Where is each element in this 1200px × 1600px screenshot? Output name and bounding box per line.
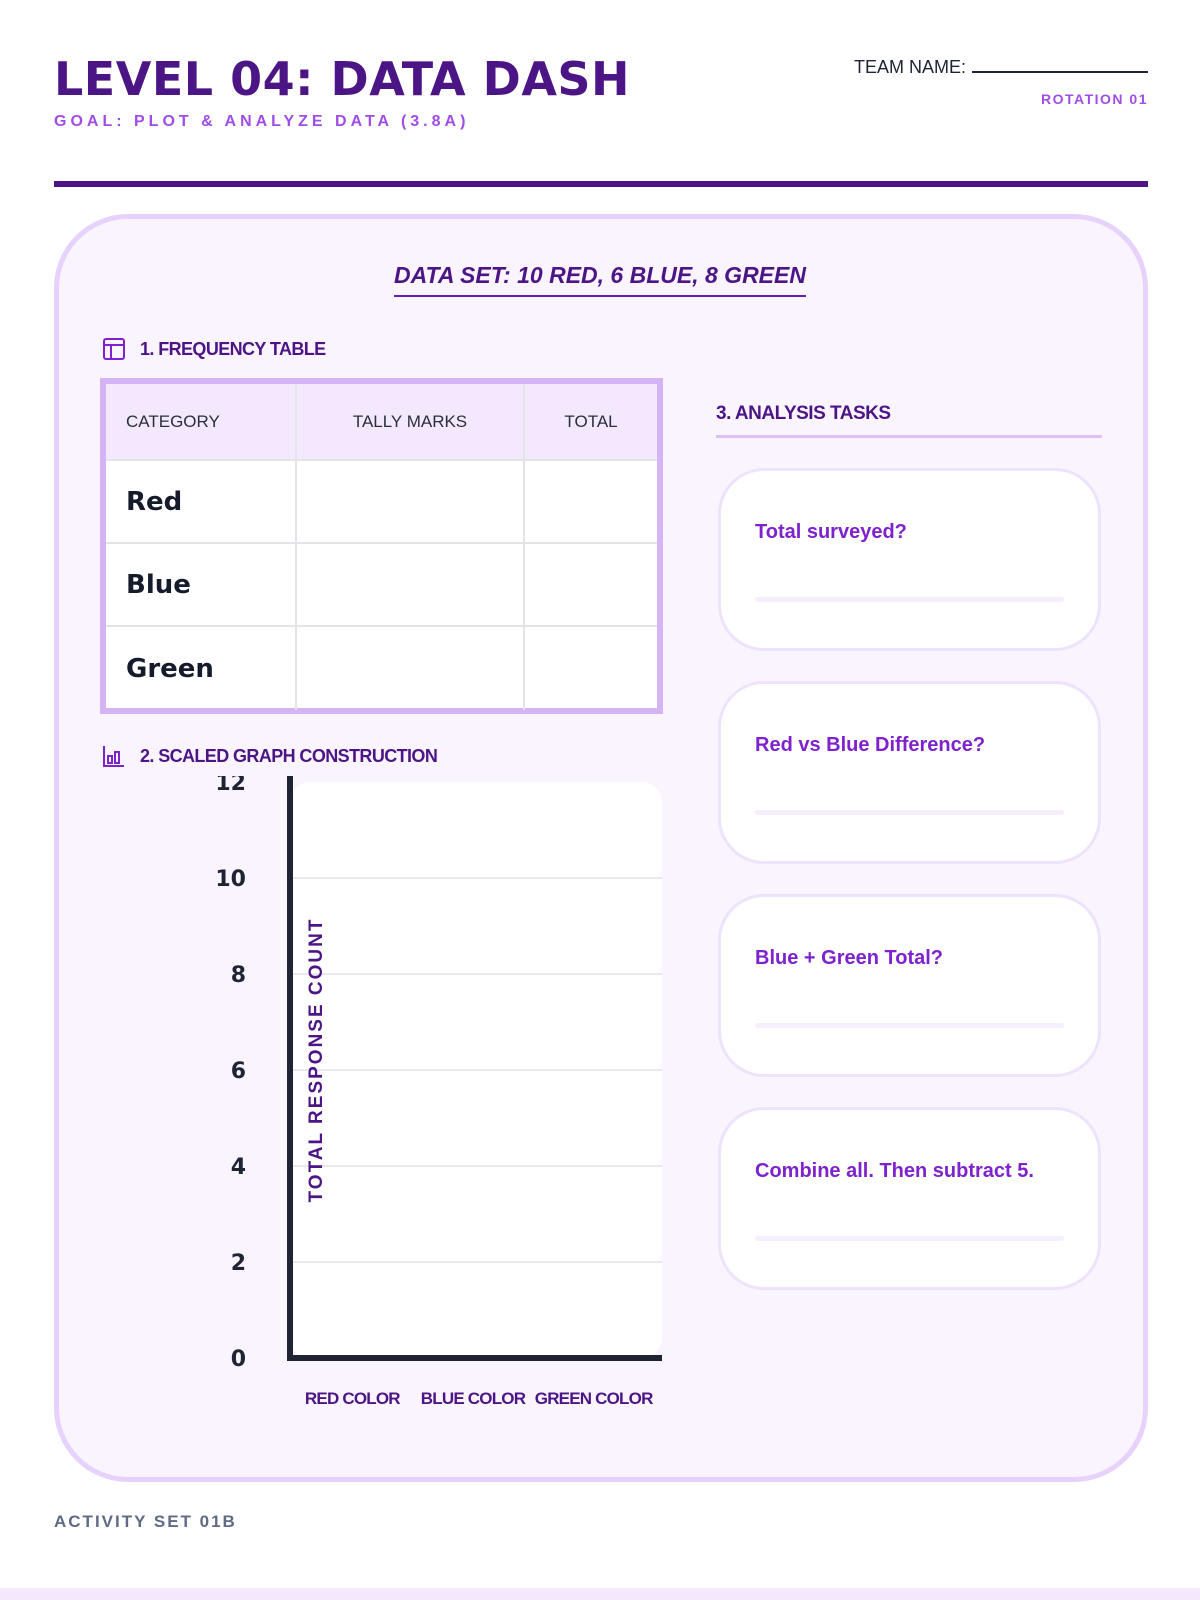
task-card [718,468,1101,651]
answer-line[interactable] [755,1236,1064,1241]
answer-line[interactable] [755,1023,1064,1028]
total-cell-green[interactable] [525,627,657,710]
x-category-label: RED COLOR [304,1389,400,1408]
scaled-bar-graph[interactable] [200,776,670,1436]
total-cell-blue[interactable] [525,544,657,625]
y-tick-label: 12 [215,776,246,796]
task-question: Combine all. Then subtract 5. [755,1160,1034,1182]
graph-heading-text: 2. SCALED GRAPH CONSTRUCTION [140,745,438,766]
y-tick-label: 10 [215,867,246,892]
x-category-label: BLUE COLOR [420,1389,526,1408]
category-green: Green [106,627,297,710]
answer-line[interactable] [755,810,1064,815]
analysis-heading: 3. ANALYSIS TASKS [716,403,1102,438]
tally-cell-red[interactable] [297,461,525,542]
dataset-text: DATA SET: 10 RED, 6 BLUE, 8 GREEN [394,262,806,297]
column-header-tally: TALLY MARKS [297,384,525,459]
y-tick-label: 0 [230,1347,246,1372]
task-card [718,894,1101,1077]
y-tick-label: 6 [230,1059,246,1084]
footer-activity-set: ACTIVITY SET 01B [54,1512,237,1531]
frequency-table-heading-text: 1. FREQUENCY TABLE [140,338,326,359]
table-row [106,627,657,710]
column-header-category: CATEGORY [106,384,297,459]
bar-graph-svg[interactable] [200,776,670,1436]
dataset-banner [0,262,1200,297]
tally-cell-blue[interactable] [297,544,525,625]
task-question: Red vs Blue Difference? [755,734,986,756]
y-tick-label: 8 [230,963,246,988]
team-name-field[interactable] [854,57,1148,78]
page-title: LEVEL 04: DATA DASH [54,52,631,106]
task-card [718,681,1101,864]
table-row [106,544,657,627]
x-category-label: GREEN COLOR [534,1389,653,1408]
category-blue: Blue [106,544,297,625]
task-card [718,1107,1101,1290]
tally-cell-green[interactable] [297,627,525,710]
category-red: Red [106,461,297,542]
table-row [106,461,657,544]
team-name-line[interactable] [972,57,1148,73]
frequency-table [100,378,663,714]
bottom-strip [0,1588,1200,1600]
frequency-table-heading [102,337,326,361]
rotation-label: ROTATION 01 [1041,91,1148,107]
graph-heading [102,744,437,768]
table-icon [102,337,126,361]
y-axis-label: TOTAL RESPONSE COUNT [306,917,327,1203]
goal-subtitle: GOAL: PLOT & ANALYZE DATA (3.8A) [54,113,470,130]
bar-chart-icon [102,744,126,768]
task-question: Total surveyed? [755,521,907,543]
column-header-total: TOTAL [564,411,618,431]
y-tick-label: 4 [230,1155,246,1180]
table-header-row [106,384,657,461]
task-question: Blue + Green Total? [755,947,943,969]
header-divider [54,181,1148,187]
total-cell-red[interactable] [525,461,657,542]
answer-line[interactable] [755,597,1064,602]
y-tick-label: 2 [230,1251,246,1276]
team-name-label: TEAM NAME: [853,57,966,77]
